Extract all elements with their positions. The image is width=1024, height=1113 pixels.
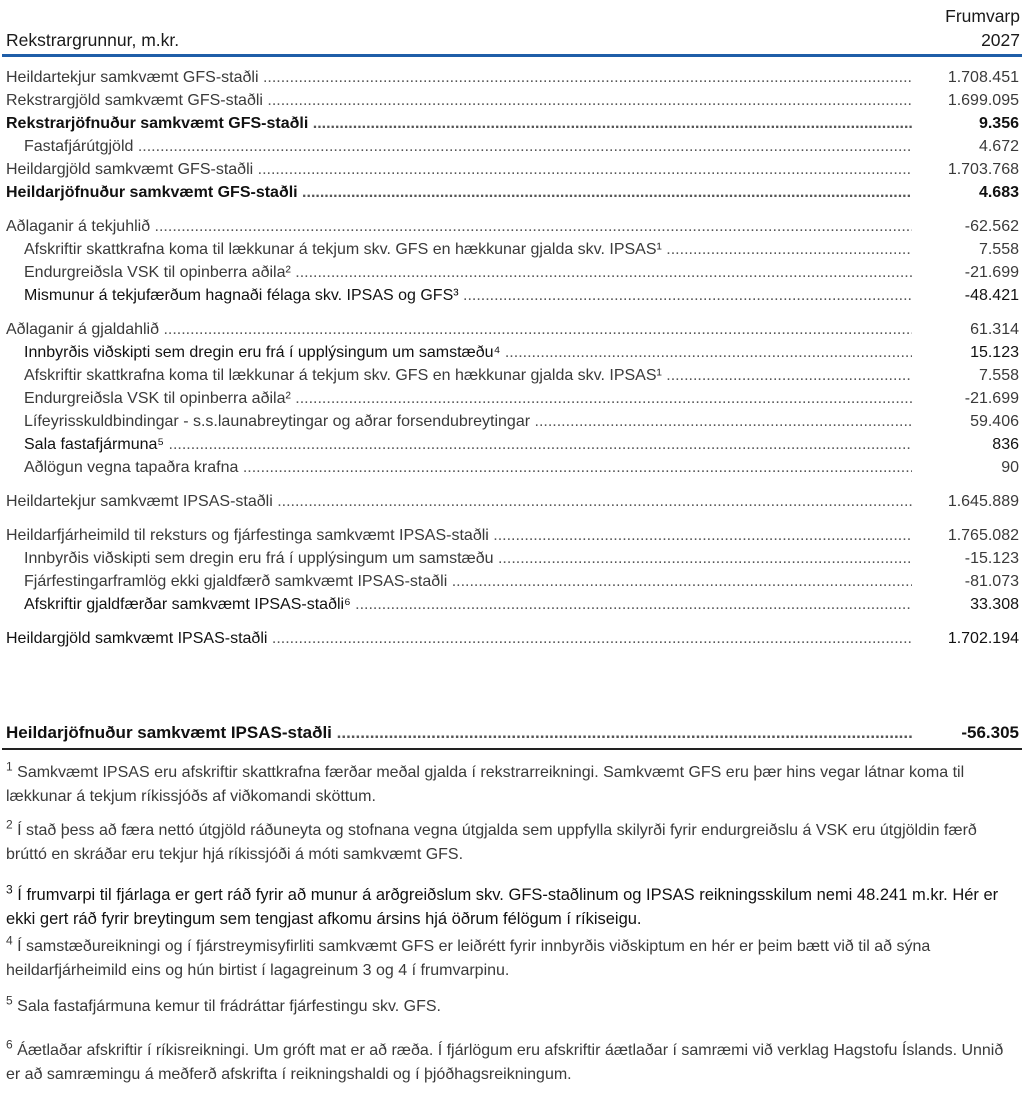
table-row xyxy=(0,158,1024,181)
row-label: Heildartekjur samkvæmt IPSAS-staðli ..... xyxy=(6,490,912,513)
footer-rule xyxy=(2,748,1022,750)
row-label: Heildarfjárheimild til reksturs og fjárfestinga samkvæmt IPSAS-staðli ..... xyxy=(6,524,912,547)
row-label: Sala fastafjármuna⁵ ..... xyxy=(24,433,912,456)
row-label: Heildargjöld samkvæmt GFS-staðli ..... xyxy=(6,158,912,181)
table-row xyxy=(0,410,1024,433)
table-body xyxy=(0,66,1024,650)
table-row xyxy=(0,364,1024,387)
row-value: 1.703.768 xyxy=(947,161,1019,178)
table-row xyxy=(0,341,1024,364)
row-label: Heildargjöld samkvæmt IPSAS-staðli ..... xyxy=(6,627,912,650)
table-header xyxy=(0,0,1024,54)
table-title: Rekstrargrunnur, m.kr. xyxy=(6,30,180,50)
row-value: 9.356 xyxy=(978,115,1019,132)
footnotes xyxy=(6,761,1018,1097)
row-value: 1.645.889 xyxy=(947,493,1019,510)
row-label: Aðlaganir á gjaldahlið ..... xyxy=(6,318,912,341)
row-value: -56.305 xyxy=(961,723,1019,742)
table-row xyxy=(0,66,1024,89)
row-label: Endurgreiðsla VSK til opinberra aðila² ..... xyxy=(24,387,912,410)
footnote-1: $^1$ Samkvæmt IPSAS eru afskriftir skattkrafna færðar meðal gjalda í rekstrarreikningi. Samkvæmt GFS eru þær hins vegar látnar koma til lækkunar á tekjum ríkissjóðs af viðkomandi sköttum. xyxy=(6,759,965,805)
table-row xyxy=(0,89,1024,112)
row-value: 7.558 xyxy=(978,367,1019,384)
table-row-total xyxy=(0,721,1024,745)
row-value: 4.683 xyxy=(978,184,1019,201)
row-value: 33.308 xyxy=(970,596,1019,613)
row-value: -48.421 xyxy=(964,287,1019,304)
table-row xyxy=(0,215,1024,238)
row-label: Aðlögun vegna tapaðra krafna ..... xyxy=(24,456,912,479)
row-value: 59.406 xyxy=(970,413,1019,430)
row-label: Fastafjárútgjöld ..... xyxy=(24,135,912,158)
table-row xyxy=(0,433,1024,456)
row-label: Innbyrðis viðskipti sem dregin eru frá í upplýsingum um samstæðu⁴ ..... xyxy=(24,341,912,364)
column-header xyxy=(945,4,1020,52)
table-row xyxy=(0,181,1024,204)
table-row xyxy=(0,627,1024,650)
table-row xyxy=(0,570,1024,593)
row-value: 7.558 xyxy=(978,241,1019,258)
row-value: 90 xyxy=(1001,459,1019,476)
row-label: Heildarjöfnuður samkvæmt IPSAS-staðli ..... xyxy=(6,721,912,745)
row-label: Lífeyrisskuldbindingar - s.s.launabreytingar og aðrar forsendubreytingar ..... xyxy=(24,410,912,433)
table-row xyxy=(0,318,1024,341)
row-value: 1.765.082 xyxy=(947,527,1019,544)
row-label: Heildartekjur samkvæmt GFS-staðli ..... xyxy=(6,66,912,89)
row-value: 1.708.451 xyxy=(947,69,1019,86)
row-label: Rekstrarjöfnuður samkvæmt GFS-staðli ..... xyxy=(6,112,912,135)
row-value: 1.699.095 xyxy=(947,92,1019,109)
table-row xyxy=(0,456,1024,479)
footnote-5: $^5$ Sala fastafjármuna kemur til frádráttar fjárfestingu skv. GFS. xyxy=(6,993,441,1015)
table-row xyxy=(0,135,1024,158)
column-header-line1: Frumvarp xyxy=(945,6,1020,26)
table-row xyxy=(0,261,1024,284)
row-label: Afskriftir skattkrafna koma til lækkunar á tekjum skv. GFS en hækkunar gjalda skv. IPSAS¹ ..... xyxy=(24,364,912,387)
row-value: -15.123 xyxy=(964,550,1019,567)
row-value: 1.702.194 xyxy=(947,630,1019,647)
row-value: 15.123 xyxy=(970,344,1019,361)
row-value: -81.073 xyxy=(964,573,1019,590)
footnote-4: $^4$ Í samstæðureikningi og í fjárstreymisyfirliti samkvæmt GFS er leiðrétt fyrir innbyrðis viðskiptum en hér er þeim bætt við til að sýna heildarfjárheimild eins og hún birtist í lagagreinum 3 og 4 í frumvarpinu. xyxy=(6,933,931,979)
row-value: 61.314 xyxy=(970,321,1019,338)
row-label: Innbyrðis viðskipti sem dregin eru frá í upplýsingum um samstæðu ..... xyxy=(24,547,912,570)
row-value: -62.562 xyxy=(964,218,1019,235)
row-label: Rekstrargjöld samkvæmt GFS-staðli ..... xyxy=(6,89,912,112)
row-label: Afskriftir skattkrafna koma til lækkunar á tekjum skv. GFS en hækkunar gjalda skv. IPSAS¹ ..... xyxy=(24,238,912,261)
row-value: -21.699 xyxy=(964,264,1019,281)
row-label: Heildarjöfnuður samkvæmt GFS-staðli ..... xyxy=(6,181,912,204)
row-label: Afskriftir gjaldfærðar samkvæmt IPSAS-staðli⁶ ..... xyxy=(24,593,912,616)
row-label: Fjárfestingarframlög ekki gjaldfærð samkvæmt IPSAS-staðli ..... xyxy=(24,570,912,593)
final-total xyxy=(0,721,1024,745)
table-row xyxy=(0,490,1024,513)
table-row xyxy=(0,284,1024,307)
row-label: Mismunur á tekjufærðum hagnaði félaga skv. IPSAS og GFS³ ..... xyxy=(24,284,912,307)
row-value: -21.699 xyxy=(964,390,1019,407)
footnote-6: $^6$ Áætlaðar afskriftir í ríkisreikningi. Um gróft mat er að ræða. Í fjárlögum eru afskriftir áætlaðar í samræmi við verklag Hagstofu Íslands. Unnið er að samræmingu á meðferð afskrifta í reikningshaldi og í þjóðhagsreikningum. xyxy=(6,1037,1004,1083)
table-row xyxy=(0,387,1024,410)
row-label: Aðlaganir á tekjuhlið ..... xyxy=(6,215,912,238)
footnote-2: $^2$ Í stað þess að færa nettó útgjöld ráðuneyta og stofnana vegna útgjalda sem uppfylla skilyrði fyrir endurgreiðslu á VSK eru útgjöldin færð brúttó en skráðar eru tekjur hjá ríkissjóði á móti samkvæmt GFS. xyxy=(6,817,977,863)
row-value: 4.672 xyxy=(978,138,1019,155)
column-header-year: 2027 xyxy=(981,30,1020,50)
footnote-3: $^3$ Í frumvarpi til fjárlaga er gert ráð fyrir að munur á arðgreiðslum skv. GFS-staðlinum og IPSAS reikningsskilum nemi 48.241 m.kr. Hér er ekki gert ráð fyrir breytingum sem tengjast afkomu ársins hjá öðrum félögum í ríkiseigu. xyxy=(6,882,999,928)
table-row xyxy=(0,112,1024,135)
row-value: 836 xyxy=(992,436,1019,453)
header-rule xyxy=(2,54,1022,57)
table-row xyxy=(0,593,1024,616)
row-label: Endurgreiðsla VSK til opinberra aðila² ..... xyxy=(24,261,912,284)
table-row xyxy=(0,524,1024,547)
table-row xyxy=(0,547,1024,570)
table-row xyxy=(0,238,1024,261)
